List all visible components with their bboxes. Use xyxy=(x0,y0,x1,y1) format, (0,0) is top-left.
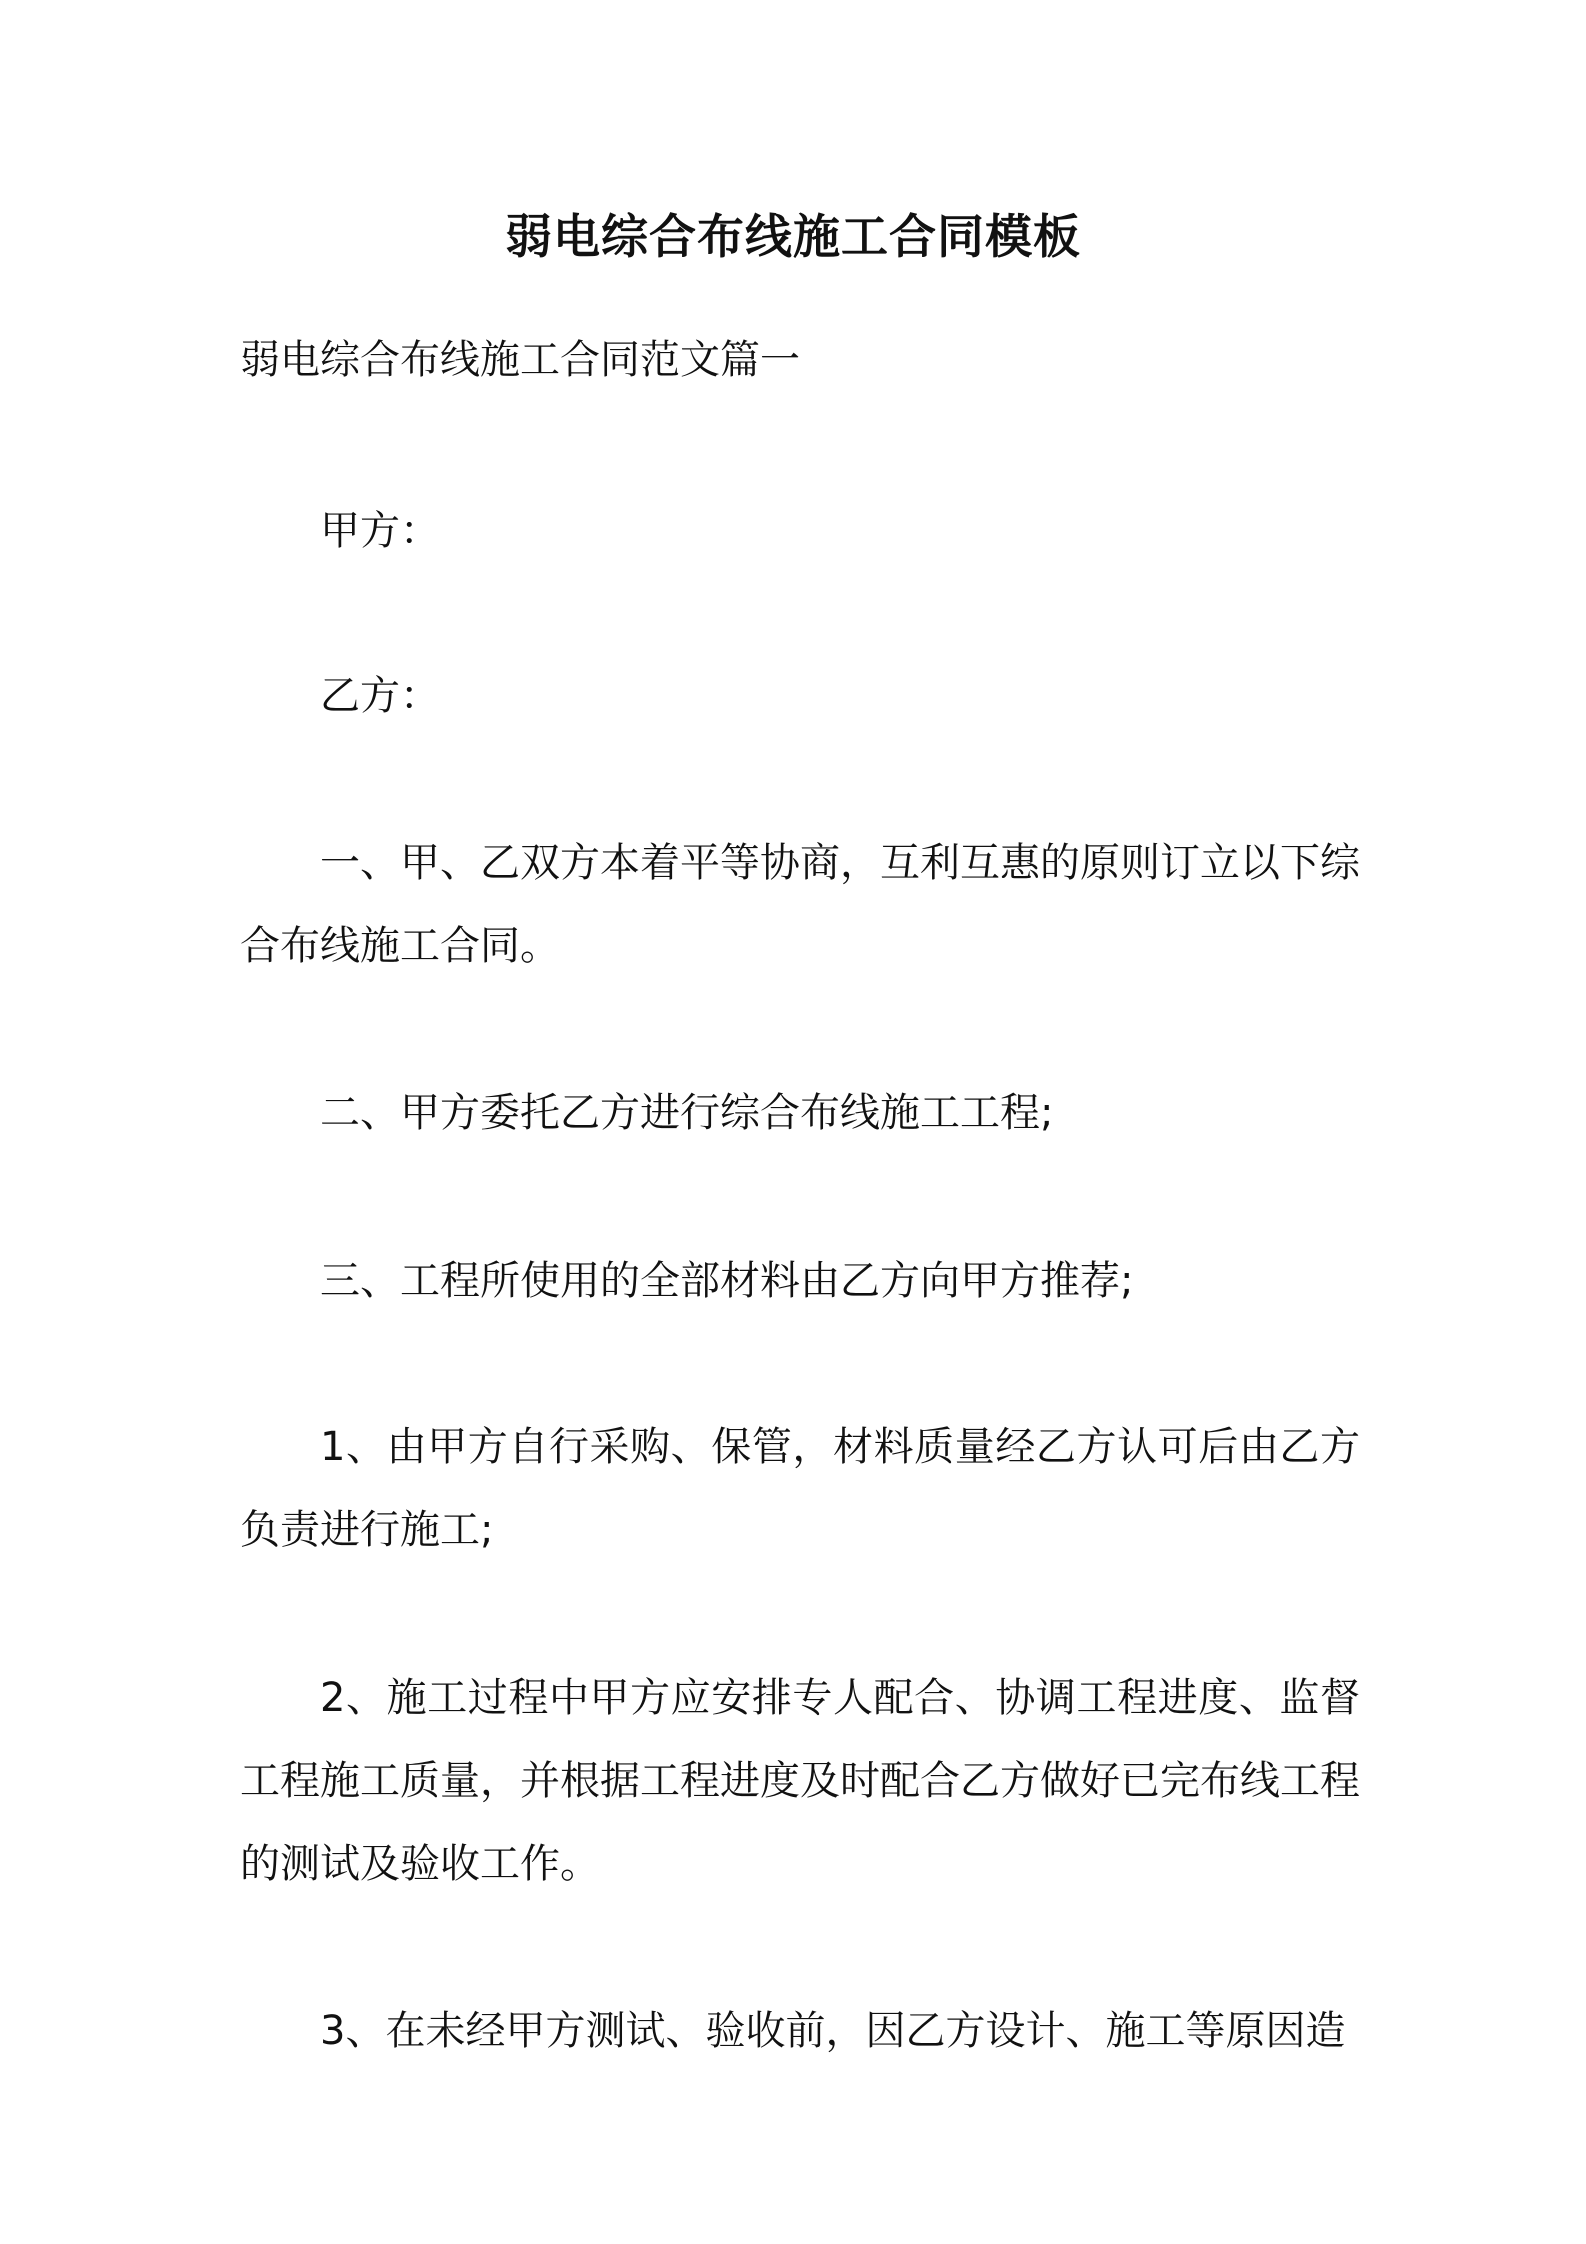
document-subtitle: 弱电综合布线施工合同范文篇一 xyxy=(240,337,800,383)
clause-2: 二、甲方委托乙方进行综合布线施工工程; xyxy=(320,1090,1054,1136)
party-a-line: 甲方： xyxy=(320,508,440,554)
document-title: 弱电综合布线施工合同模板 xyxy=(505,210,1081,265)
clause-3-item-1: 1、由甲方自行采购、保管，材料质量经乙方认可后由乙方负责进行施工; xyxy=(240,1424,1360,1553)
clause-3: 三、工程所使用的全部材料由乙方向甲方推荐; xyxy=(320,1258,1134,1304)
clause-1: 一、甲、乙双方本着平等协商，互利互惠的原则订立以下综合布线施工合同。 xyxy=(240,840,1360,969)
clause-3-item-3: 3、在未经甲方测试、验收前，因乙方设计、施工等原因造 xyxy=(320,2008,1346,2054)
clause-3-item-2: 2、施工过程中甲方应安排专人配合、协调工程进度、监督工程施工质量，并根据工程进度及时配合乙方做好已完布线工程的测试及验收工作。 xyxy=(240,1675,1360,1887)
party-b-line: 乙方： xyxy=(320,673,440,719)
